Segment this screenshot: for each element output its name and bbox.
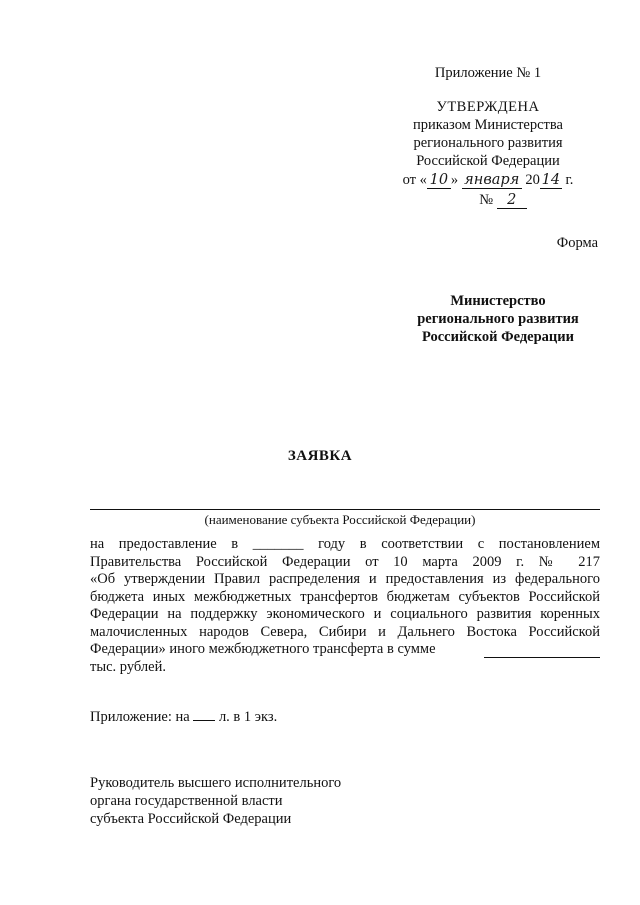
date-year-suffix: 14 [541, 172, 561, 188]
approved-by-line-2: регионального развития [413, 135, 563, 151]
body-line-1: на предоставление в _______ году в соответствии с постановлением [90, 536, 600, 552]
document-title: ЗАЯВКА [287, 448, 353, 464]
subject-name-line [90, 509, 600, 510]
attachment-line [90, 708, 277, 726]
body-line-4: бюджета иных межбюджетных трансфертов бюджетам субъектов Российской [90, 588, 600, 605]
approval-date: от « 10 » января 20 14 г. [402, 172, 574, 188]
ministry-line-2: регионального развития [417, 311, 579, 327]
approved-by-line-3: Российской Федерации [416, 153, 560, 169]
signature-line-1: Руководитель высшего исполнительного [90, 775, 342, 791]
date-year-prefix: 20 [525, 172, 540, 188]
attachment-prefix: Приложение: на [90, 709, 190, 725]
signature-line-2: органа государственной власти [90, 793, 283, 809]
attachment-suffix: л. в 1 экз. [218, 709, 278, 725]
date-from: от [402, 172, 416, 188]
subject-caption: (наименование субъекта Российской Федерации) [204, 512, 476, 527]
approved-heading: УТВЕРЖДЕНА [436, 99, 540, 115]
amount-blank [484, 645, 600, 658]
body-line-8: тыс. рублей. [90, 658, 166, 675]
signature-block [90, 774, 341, 828]
body-line-5: Федерации на поддержку экономического и социального развития коренных [90, 606, 600, 622]
signature-line-3: субъекта Российской Федерации [90, 811, 292, 827]
date-day: 10 [427, 173, 451, 189]
date-month: января [462, 173, 522, 189]
request-body [90, 536, 600, 676]
body-line-3: «Об утверждении Правил распределения и предоставления из федерального [90, 571, 600, 587]
number-label: № [479, 192, 494, 208]
approved-by-line-1: приказом Министерства [413, 117, 563, 133]
ministry-line-3: Российской Федерации [421, 329, 574, 345]
attachment-pages-blank [193, 708, 215, 721]
form-label: Форма [556, 235, 598, 251]
number-value: 2 [497, 193, 527, 209]
ministry-line-1: Министерство [450, 293, 546, 309]
body-line-6: малочисленных народов Севера, Сибири и Дальнего Востока Российской [90, 623, 600, 640]
body-line-7-row [90, 641, 600, 659]
ministry-heading [400, 292, 596, 346]
appendix-label: Приложение № 1 [434, 65, 542, 81]
approval-number [400, 191, 576, 209]
date-year-label: г. [565, 172, 574, 188]
body-line-2: Правительства Российской Федерации от 10 марта 2009 г. № 217 [90, 553, 600, 570]
body-line-7: Федерации» иного межбюджетного трансферта в сумме [90, 641, 436, 657]
approval-stamp [400, 98, 576, 209]
